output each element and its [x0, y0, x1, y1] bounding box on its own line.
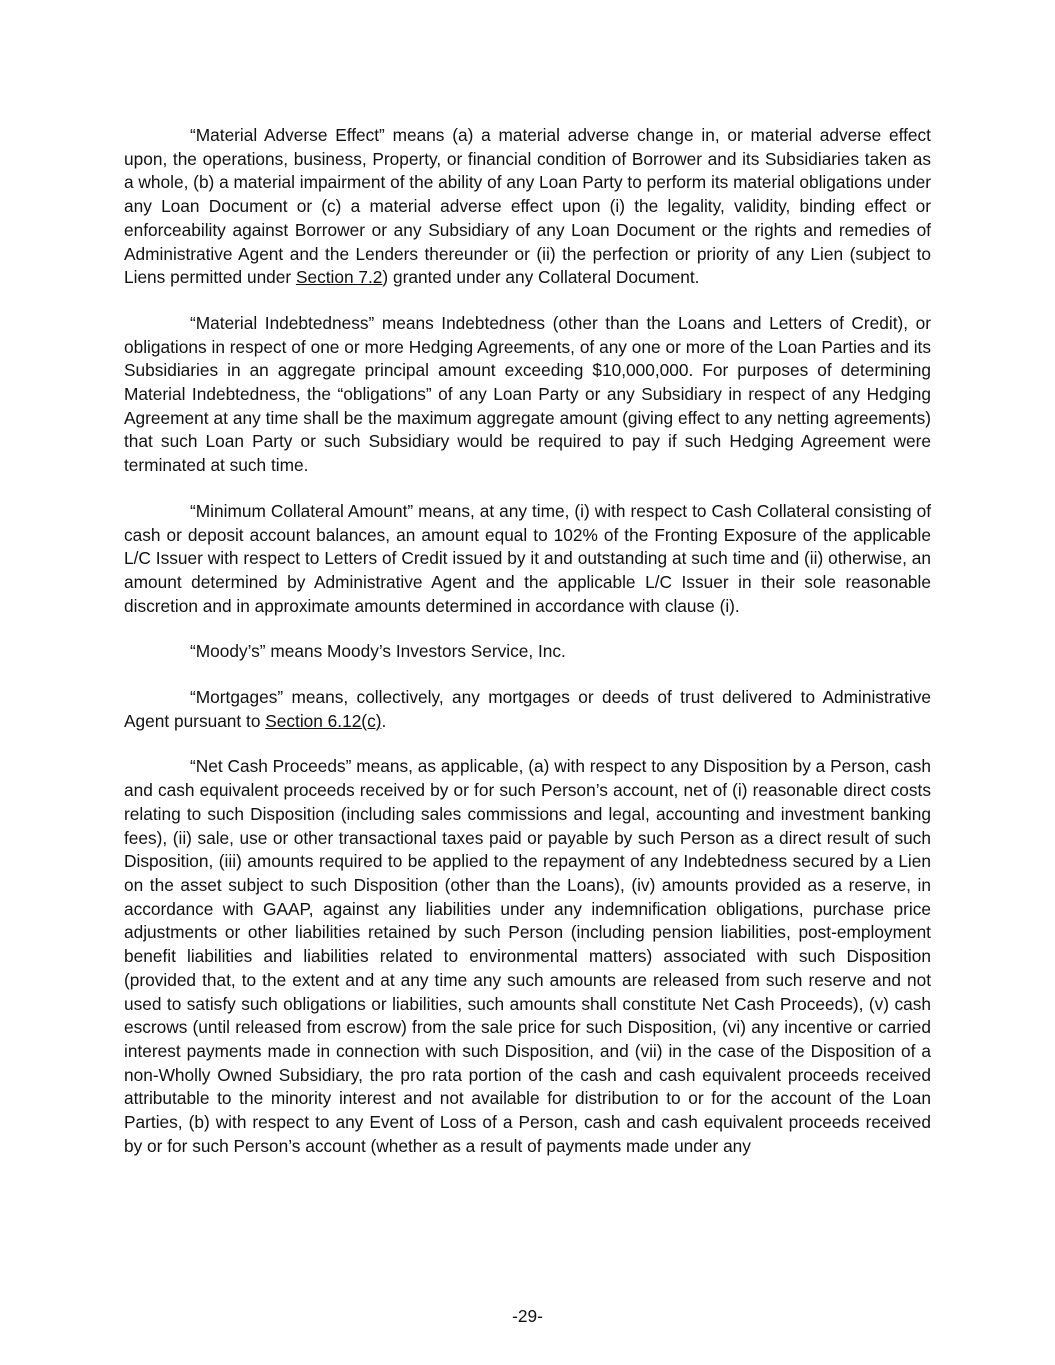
definition-moodys: “Moody’s” means Moody’s Investors Service, Inc. [190, 641, 566, 662]
definition-mortgages [124, 686, 931, 733]
definition-text: “Mortgages” means, collectively, any mortgages or deeds of trust delivered to Administrative Agent pursuant to [124, 687, 931, 731]
section-reference-link: Section 6.12(c) [265, 710, 382, 731]
definition-text: ) granted under any Collateral Document. [382, 267, 700, 288]
section-reference-link: Section 7.2 [295, 267, 383, 288]
definition-material-adverse-effect [124, 124, 931, 290]
definition-net-cash-proceeds: “Net Cash Proceeds” means, as applicable, (a) with respect to any Disposition by a Person, cash and cash equivalent proceeds received by or for such Person’s account, net of (i) reasonable direct costs relating to such Disposition (including sales commissions and legal, accounting and investment banking fees), (ii) sale, use or other transactional taxes paid or payable by such Person as a direct result of such Disposition, (iii) amounts required to be applied to the repayment of any Indebtedness secured by a Lien on the asset subject to such Disposition (other than the Loans), (iv) amounts provided as a reserve, in accordance with GAAP, against any liabilities under any indemnification obligations, purchase price adjustments or other liabilities retained by such Person (including pension liabilities, post-employment benefit liabilities and liabilities related to environmental matters) associated with such Disposition (provided that, to the extent and at any time any such amounts are released from such reserve and not used to satisfy such obligations or liabilities, such amounts shall constitute Net Cash Proceeds), (v) cash escrows (until released from escrow) from the sale price for such Disposition, (vi) any incentive or carried interest payments made in connection with such Disposition, and (vii) in the case of the Disposition of a non-Wholly Owned Subsidiary, the pro rata portion of the cash and cash equivalent proceeds received attributable to the minority interest and not available for distribution to or for the account of the Loan Parties, (b) with respect to any Event of Loss of a Person, cash and cash equivalent proceeds received by or for such Person’s account (whether as a result of payments made under any [124, 756, 931, 1156]
document-body [124, 124, 931, 1158]
definition-text: . [381, 710, 387, 731]
definition-text: “Material Adverse Effect” means (a) a material adverse change in, or material adverse effect upon, the operations, business, Property, or financial condition of Borrower and its Subsidiaries taken as a whole, (b) a material impairment of the ability of any Loan Party to perform its material obligations under any Loan Document or (c) a material adverse effect upon (i) the legality, validity, binding effect or enforceability against Borrower or any Subsidiary of any Loan Document or the rights and remedies of Administrative Agent and the Lenders thereunder or (ii) the perfection or priority of any Lien (subject to Liens permitted under [124, 125, 931, 288]
definition-minimum-collateral-amount: “Minimum Collateral Amount” means, at any time, (i) with respect to Cash Collateral consisting of cash or deposit account balances, an amount equal to 102% of the Fronting Exposure of the applicable L/C Issuer with respect to Letters of Credit issued by it and outstanding at such time and (ii) otherwise, an amount determined by Administrative Agent and the applicable L/C Issuer in their sole reasonable discretion and in approximate amounts determined in accordance with clause (i). [124, 500, 931, 616]
definition-material-indebtedness: “Material Indebtedness” means Indebtedness (other than the Loans and Letters of Credit), or obligations in respect of one or more Hedging Agreements, of any one or more of the Loan Parties and its Subsidiaries in an aggregate principal amount exceeding $10,000,000. For purposes of determining Material Indebtedness, the “obligations” of any Loan Party or any Subsidiary in respect of any Hedging Agreement at any time shall be the maximum aggregate amount (giving effect to any netting agreements) that such Loan Party or such Subsidiary would be required to pay if such Hedging Agreement were terminated at such time. [124, 312, 931, 476]
page-number: -29- [512, 1306, 543, 1326]
